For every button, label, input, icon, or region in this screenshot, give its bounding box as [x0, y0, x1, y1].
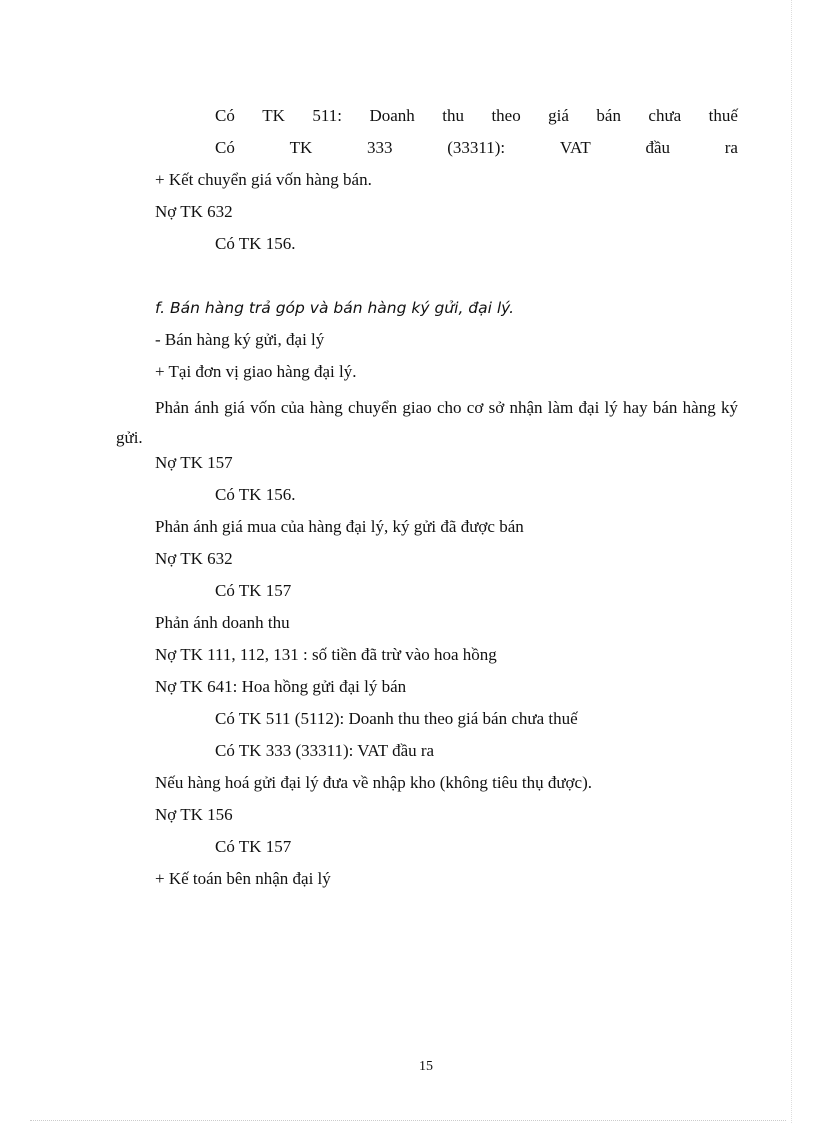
- page-edge-bottom: [30, 1120, 786, 1121]
- word: thu: [442, 106, 464, 125]
- word: đầu: [645, 138, 671, 157]
- word: ra: [724, 138, 738, 157]
- no-tk-641-line: Nợ TK 641: Hoa hồng gửi đại lý bán: [155, 677, 407, 696]
- co-tk-511-5112-line: Có TK 511 (5112): Doanh thu theo giá bán chưa thuế: [215, 709, 578, 728]
- word: giá: [548, 106, 569, 125]
- co-tk-157-line: Có TK 157: [215, 837, 292, 856]
- neu-hang-hoa-line: Nếu hàng hoá gửi đại lý đưa về nhập kho (không tiêu thụ được).: [155, 773, 592, 792]
- ban-hang-ky-gui-line: - Bán hàng ký gửi, đại lý: [155, 330, 325, 349]
- word: Có: [215, 106, 235, 125]
- co-tk-333-33311-line: Có TK 333 (33311): VAT đầu ra: [215, 741, 435, 760]
- word: (33311):: [447, 138, 506, 157]
- page-edge-right: [791, 0, 792, 1123]
- ket-chuyen-line: + Kết chuyển giá vốn hàng bán.: [155, 170, 372, 189]
- no-tk-632-line: Nợ TK 632: [155, 549, 233, 568]
- co-tk-157-line: Có TK 157: [215, 581, 292, 600]
- word: chưa: [648, 106, 682, 125]
- word: bán: [596, 106, 621, 125]
- no-tk-111-line: Nợ TK 111, 112, 131 : số tiền đã trừ vào hoa hồng: [155, 645, 497, 664]
- no-tk-156-line: Nợ TK 156: [155, 805, 233, 824]
- word: TK: [262, 106, 285, 125]
- co-tk-156-line: Có TK 156.: [215, 234, 296, 253]
- word: theo: [491, 106, 521, 125]
- word: thuế: [708, 106, 738, 125]
- word: VAT: [559, 138, 591, 157]
- word: Có: [215, 138, 235, 157]
- word: 511:: [312, 106, 343, 125]
- co-tk-511-line: [215, 106, 738, 126]
- co-tk-333-line: [215, 138, 738, 158]
- phan-anh-doanh-thu-line: Phản ánh doanh thu: [155, 613, 290, 632]
- word: 333: [366, 138, 393, 157]
- phan-anh-gia-von-paragraph: Phản ánh giá vốn của hàng chuyển giao cho cơ sở nhận làm đại lý hay bán hàng ký gửi.: [116, 398, 738, 447]
- ke-toan-ben-nhan-line: + Kế toán bên nhận đại lý: [155, 869, 331, 888]
- word: TK: [289, 138, 313, 157]
- no-tk-157-line: Nợ TK 157: [155, 453, 233, 472]
- section-f-heading: f. Bán hàng trả góp và bán hàng ký gửi, đại lý.: [155, 299, 515, 317]
- phan-anh-gia-mua-line: Phản ánh giá mua của hàng đại lý, ký gửi đã được bán: [155, 517, 524, 536]
- no-tk-632-line: Nợ TK 632: [155, 202, 233, 221]
- tai-don-vi-line: + Tại đơn vị giao hàng đại lý.: [155, 362, 357, 381]
- page-number: 15: [419, 1059, 433, 1074]
- word: Doanh: [369, 106, 415, 125]
- co-tk-156-line: Có TK 156.: [215, 485, 296, 504]
